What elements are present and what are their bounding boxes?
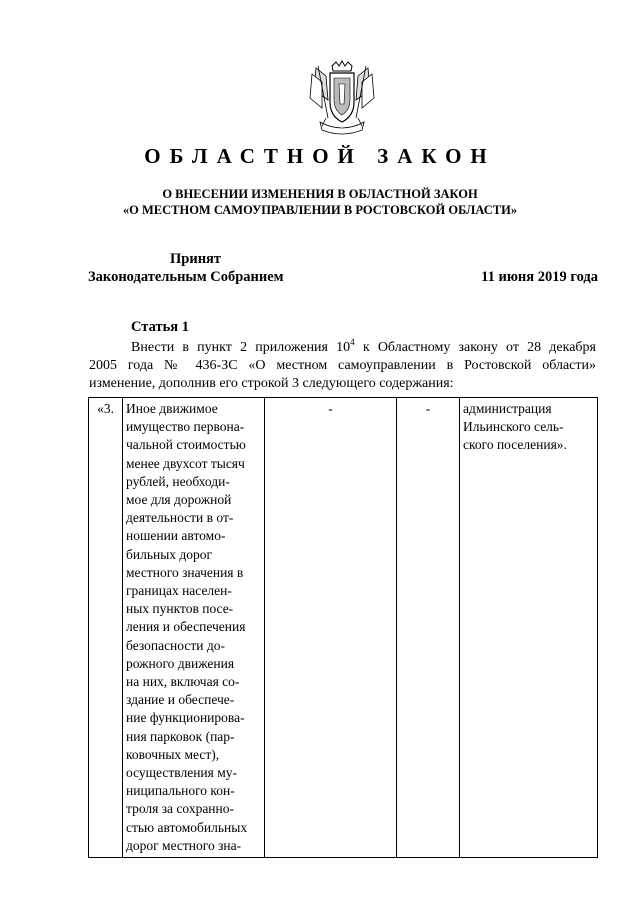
description-line: границах населен- [126, 583, 232, 599]
description-line: осуществления му- [126, 765, 238, 781]
row-number-cell: «3. [89, 398, 123, 858]
article-body [89, 339, 596, 393]
recipient-cell [460, 398, 598, 858]
column-4-cell: - [397, 398, 460, 858]
description-line: рублей, необходи- [126, 473, 230, 489]
article-text-part: к Областному закону от 28 декабря [354, 340, 596, 355]
article-text-line [89, 339, 596, 357]
description-line: ковочных мест), [126, 746, 220, 762]
adopted-label: Принят [170, 251, 222, 267]
description-line: бильных дорог [126, 546, 213, 562]
description-line: ных пунктов посе- [126, 601, 234, 617]
article-heading: Статья 1 [131, 319, 189, 335]
law-title: ОБЛАСТНОЙ ЗАКОН [144, 144, 496, 168]
description-line: Иное движимое [126, 401, 218, 416]
description-line: имущество первона- [126, 419, 245, 435]
property-description-cell [123, 398, 265, 858]
description-line: дорог местного зна- [126, 837, 242, 853]
recipient-line: ского поселения». [463, 437, 567, 453]
article-text-line: 2005 года № 436-ЗС «О местном самоуправлении в Ростовской области» [89, 358, 596, 373]
article-text-part: Внести в пункт 2 приложения 10 [131, 340, 351, 355]
adopting-body: Законодательным Собранием [88, 269, 284, 285]
description-line: мое для дорожной [126, 492, 232, 508]
appendix-superscript: 4 [350, 337, 355, 347]
column-3-cell: - [265, 398, 397, 858]
description-line: ния парковок (пар- [126, 728, 235, 744]
description-line: ниципального кон- [126, 783, 235, 799]
description-line: безопасности до- [126, 637, 225, 653]
description-line: рожного движения [126, 655, 235, 671]
recipient-line: администрация [463, 401, 552, 416]
description-line: на них, включая со- [126, 674, 240, 690]
description-line: стью автомобильных [126, 819, 248, 835]
subtitle-line: О ВНЕСЕНИИ ИЗМЕНЕНИЯ В ОБЛАСТНОЙ ЗАКОН [162, 187, 478, 201]
adoption-date: 11 июня 2019 года [481, 269, 598, 285]
description-line: ношении автомо- [126, 528, 226, 544]
description-line: ления и обеспечения [126, 619, 246, 635]
law-subtitle [0, 186, 640, 218]
table-row [89, 398, 598, 858]
recipient-line: Ильинского сель- [463, 419, 564, 435]
description-line: менее двухсот тысяч [126, 455, 245, 471]
description-line: здание и обеспече- [126, 692, 235, 708]
amendment-table [88, 397, 598, 858]
article-text-line: изменение, дополнив его строкой 3 следующего содержания: [89, 376, 454, 391]
rostov-oblast-coat-of-arms-icon [306, 60, 378, 138]
description-line: ние функционирова- [126, 710, 245, 726]
description-line: деятельности в от- [126, 510, 234, 526]
coat-of-arms-emblem [306, 60, 378, 138]
description-line: местного значения в [126, 564, 244, 580]
description-line: чальной стоимостью [126, 437, 246, 453]
subtitle-line: «О МЕСТНОМ САМОУПРАВЛЕНИИ В РОСТОВСКОЙ ОБЛАСТИ» [122, 203, 518, 217]
description-line: троля за сохранно- [126, 801, 234, 817]
